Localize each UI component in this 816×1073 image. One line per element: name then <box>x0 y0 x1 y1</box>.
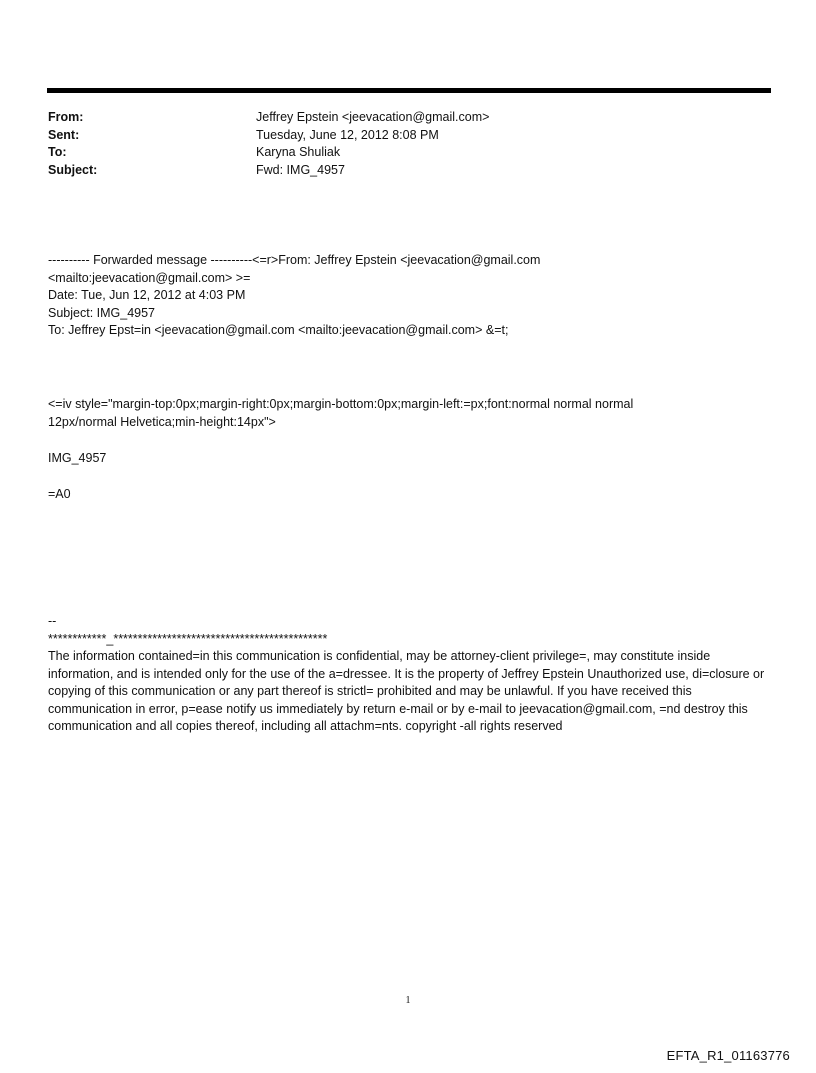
to-label: To: <box>48 145 67 159</box>
forwarded-line-5: To: Jeffrey Epst=in <jeevacation@gmail.com <mailto:jeevacation@gmail.com> &=t; <box>48 323 509 337</box>
from-label: From: <box>48 110 84 124</box>
header-rule <box>47 88 771 93</box>
html-fragment-line-2: 12px/normal Helvetica;min-height:14px"> <box>48 414 276 429</box>
sent-value: Tuesday, June 12, 2012 8:08 PM <box>256 127 439 142</box>
header-sent-row <box>48 127 489 145</box>
forwarded-line-4: Subject: IMG_4957 <box>48 305 156 320</box>
a0-block <box>48 486 772 504</box>
header-subject-row <box>48 162 489 180</box>
page-number: 1 <box>405 995 411 1006</box>
image-name-text: IMG_4957 <box>48 451 107 465</box>
email-header <box>48 109 489 179</box>
signature-block <box>48 613 772 736</box>
forwarded-line-1: ---------- Forwarded message ----------<=r>From: Jeffrey Epstein <jeevacation@gmail.com <box>48 253 541 267</box>
sent-label: Sent: <box>48 127 80 142</box>
a0-text: =A0 <box>48 487 71 501</box>
header-from-row <box>48 109 489 127</box>
subject-value: Fwd: IMG_4957 <box>256 162 345 177</box>
confidentiality-disclaimer: The information contained=in this communication is confidential, may be attorney-client privilege=, may constitute inside information, and is intended only for the use of the a=dressee. It is the property of Jeffrey Epstein Unauthorized use, di=closure or copying of this communication or any part thereof is strictl= prohibited and may be unlawful. If you have received this communication in error, p=ease notify us immediately by return e-mail or by e-mail to jeevacation@gmail.com, =nd destroy this communication and all copies thereof, including all attachm=nts. copyright -all rights reserved <box>48 649 765 733</box>
forwarded-line-3: Date: Tue, Jun 12, 2012 at 4:03 PM <box>48 288 246 302</box>
image-name-block <box>48 450 772 468</box>
document-id: EFTA_R1_01163776 <box>666 1048 790 1063</box>
forwarded-message-block <box>48 252 772 340</box>
to-value: Karyna Shuliak <box>256 145 341 159</box>
signature-stars: ************_******************************************** <box>48 631 328 646</box>
forwarded-line-2: <mailto:jeevacation@gmail.com> >= <box>48 270 251 285</box>
subject-label: Subject: <box>48 162 98 177</box>
header-to-row <box>48 144 489 162</box>
html-fragment-block <box>48 396 772 431</box>
html-fragment-line-1: <=iv style="margin-top:0px;margin-right:0px;margin-bottom:0px;margin-left:=px;font:normal normal normal <box>48 397 634 411</box>
signature-dashes: -- <box>48 614 57 628</box>
from-value: Jeffrey Epstein <jeevacation@gmail.com> <box>256 110 490 124</box>
